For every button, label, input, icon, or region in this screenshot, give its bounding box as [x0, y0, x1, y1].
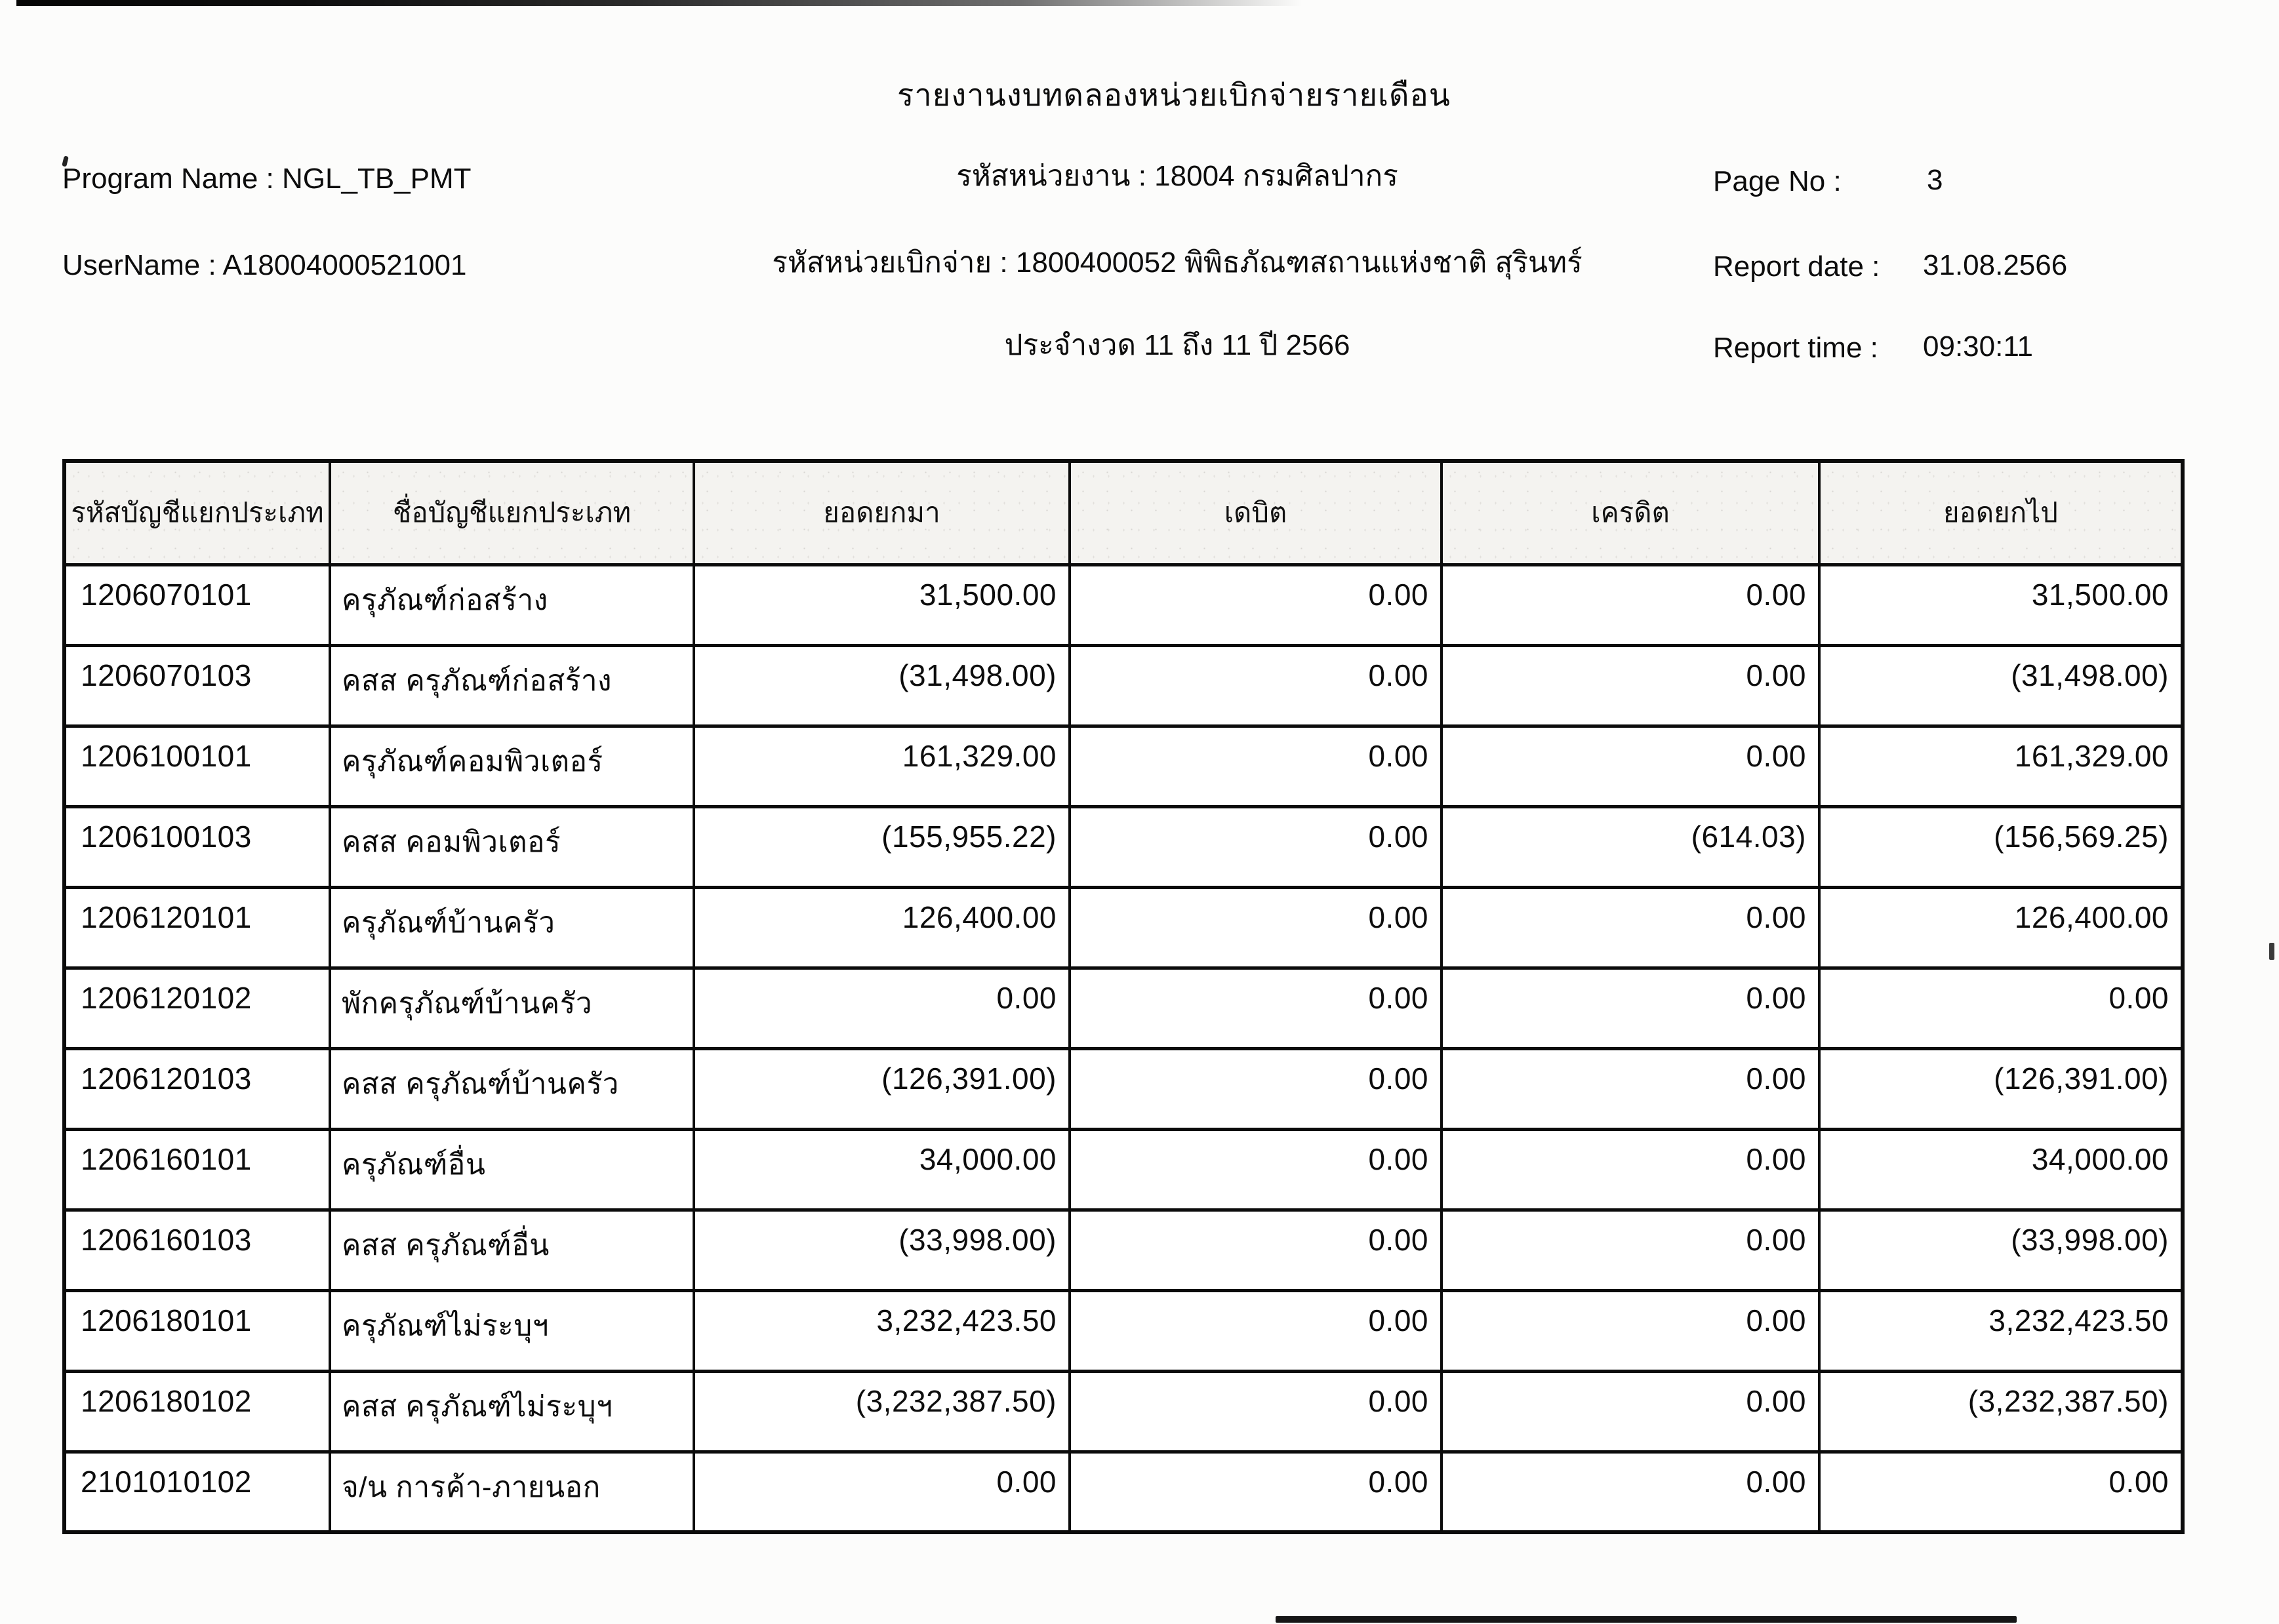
col-header-account-code: รหัสบัญชีแยกประเภท — [64, 461, 330, 564]
payment-unit-line: รหัสหน่วยเบิกจ่าย : 1800400052 พิพิธภัณฑสถานแห่งชาติ สุรินทร์ — [772, 247, 1583, 279]
credit-cell: 0.00 — [1442, 1048, 1819, 1129]
period-line: ประจำงวด 11 ถึง 11 ปี 2566 — [1004, 329, 1350, 361]
credit-cell: 0.00 — [1442, 564, 1819, 645]
program-name-value: NGL_TB_PMT — [282, 163, 472, 195]
table-row — [64, 1452, 2183, 1532]
beginning-balance-cell: 31,500.00 — [694, 564, 1070, 645]
table-row — [64, 887, 2183, 968]
report-title: รายงานงบทดลองหน่วยเบิกจ่ายรายเดือน — [897, 77, 1451, 112]
account-name-cell: ครุภัณฑ์คอมพิวเตอร์ — [330, 726, 694, 806]
program-name-label: Program Name : — [62, 163, 274, 195]
account-name-cell: คสส ครุภัณฑ์ก่อสร้าง — [330, 645, 694, 726]
col-header-account-name: ชื่อบัญชีแยกประเภท — [330, 461, 694, 564]
debit-cell: 0.00 — [1070, 645, 1442, 726]
account-code-cell: 1206160103 — [64, 1210, 330, 1290]
ending-balance-cell: 0.00 — [1819, 1452, 2183, 1532]
account-name-cell: ครุภัณฑ์อื่น — [330, 1129, 694, 1210]
report-date-value: 31.08.2566 — [1923, 249, 2068, 281]
ending-balance-cell: 0.00 — [1819, 968, 2183, 1048]
credit-cell: 0.00 — [1442, 1210, 1819, 1290]
account-code-cell: 1206100103 — [64, 806, 330, 887]
col-header-beginning-balance: ยอดยกมา — [694, 461, 1070, 564]
username-label: UserName : — [62, 249, 216, 281]
credit-cell: 0.00 — [1442, 1371, 1819, 1452]
beginning-balance-cell: 161,329.00 — [694, 726, 1070, 806]
ending-balance-cell: 161,329.00 — [1819, 726, 2183, 806]
username-line — [62, 249, 466, 283]
debit-cell: 0.00 — [1070, 1048, 1442, 1129]
beginning-balance-cell: (155,955.22) — [694, 806, 1070, 887]
beginning-balance-cell: 0.00 — [694, 1452, 1070, 1532]
debit-cell: 0.00 — [1070, 1290, 1442, 1371]
account-name-cell: คสส ครุภัณฑ์บ้านครัว — [330, 1048, 694, 1129]
ending-balance-cell: 3,232,423.50 — [1819, 1290, 2183, 1371]
account-name-cell: ครุภัณฑ์บ้านครัว — [330, 887, 694, 968]
beginning-balance-cell: (33,998.00) — [694, 1210, 1070, 1290]
account-code-cell: 1206160101 — [64, 1129, 330, 1210]
ending-balance-cell: (156,569.25) — [1819, 806, 2183, 887]
beginning-balance-cell: (126,391.00) — [694, 1048, 1070, 1129]
scan-artifact-top-bar — [16, 0, 1302, 6]
ending-balance-cell: (33,998.00) — [1819, 1210, 2183, 1290]
beginning-balance-cell: 0.00 — [694, 968, 1070, 1048]
program-name-line — [62, 163, 472, 196]
account-name-cell: ครุภัณฑ์ไม่ระบุฯ — [330, 1290, 694, 1371]
beginning-balance-cell: 34,000.00 — [694, 1129, 1070, 1210]
table-row — [64, 645, 2183, 726]
table-body — [64, 564, 2183, 1532]
col-header-credit: เครดิต — [1442, 461, 1819, 564]
table-row — [64, 1129, 2183, 1210]
credit-cell: 0.00 — [1442, 1290, 1819, 1371]
account-code-cell: 1206120101 — [64, 887, 330, 968]
credit-cell: 0.00 — [1442, 645, 1819, 726]
beginning-balance-cell: (3,232,387.50) — [694, 1371, 1070, 1452]
debit-cell: 0.00 — [1070, 1210, 1442, 1290]
credit-cell: 0.00 — [1442, 887, 1819, 968]
table-row — [64, 564, 2183, 645]
debit-cell: 0.00 — [1070, 1452, 1442, 1532]
account-name-cell: คสส คอมพิวเตอร์ — [330, 806, 694, 887]
table-row — [64, 1371, 2183, 1452]
credit-cell: 0.00 — [1442, 1129, 1819, 1210]
page-no-label: Page No : — [1713, 165, 1842, 197]
col-header-debit: เดบิต — [1070, 461, 1442, 564]
debit-cell: 0.00 — [1070, 726, 1442, 806]
account-code-cell: 1206100101 — [64, 726, 330, 806]
table-row — [64, 1290, 2183, 1371]
account-code-cell: 1206070101 — [64, 564, 330, 645]
ending-balance-cell: 126,400.00 — [1819, 887, 2183, 968]
beginning-balance-cell: (31,498.00) — [694, 645, 1070, 726]
account-code-cell: 1206120102 — [64, 968, 330, 1048]
credit-cell: 0.00 — [1442, 968, 1819, 1048]
report-time-value: 09:30:11 — [1923, 330, 2034, 363]
page-no-value: 3 — [1927, 164, 1943, 196]
ending-balance-cell: 34,000.00 — [1819, 1129, 2183, 1210]
table-row — [64, 968, 2183, 1048]
account-name-cell: ครุภัณฑ์ก่อสร้าง — [330, 564, 694, 645]
debit-cell: 0.00 — [1070, 1371, 1442, 1452]
report-time-label: Report time : — [1713, 332, 1878, 364]
account-code-cell: 1206180101 — [64, 1290, 330, 1371]
ending-balance-cell: (31,498.00) — [1819, 645, 2183, 726]
report-date-label: Report date : — [1713, 250, 1880, 283]
scan-speck — [2269, 943, 2274, 960]
debit-cell: 0.00 — [1070, 887, 1442, 968]
col-header-ending-balance: ยอดยกไป — [1819, 461, 2183, 564]
ending-balance-cell: (3,232,387.50) — [1819, 1371, 2183, 1452]
table-row — [64, 726, 2183, 806]
table-row — [64, 806, 2183, 887]
debit-cell: 0.00 — [1070, 806, 1442, 887]
debit-cell: 0.00 — [1070, 968, 1442, 1048]
debit-cell: 0.00 — [1070, 564, 1442, 645]
account-name-cell: คสส ครุภัณฑ์ไม่ระบุฯ — [330, 1371, 694, 1452]
account-code-cell: 2101010102 — [64, 1452, 330, 1532]
table-row — [64, 1048, 2183, 1129]
scan-artifact-bottom-bar — [1276, 1616, 2017, 1623]
account-name-cell: จ/น การค้า-ภายนอก — [330, 1452, 694, 1532]
account-code-cell: 1206180102 — [64, 1371, 330, 1452]
debit-cell: 0.00 — [1070, 1129, 1442, 1210]
credit-cell: 0.00 — [1442, 1452, 1819, 1532]
ending-balance-cell: 31,500.00 — [1819, 564, 2183, 645]
account-name-cell: พักครุภัณฑ์บ้านครัว — [330, 968, 694, 1048]
beginning-balance-cell: 126,400.00 — [694, 887, 1070, 968]
account-code-cell: 1206070103 — [64, 645, 330, 726]
trial-balance-table — [62, 459, 2185, 1534]
ending-balance-cell: (126,391.00) — [1819, 1048, 2183, 1129]
account-code-cell: 1206120103 — [64, 1048, 330, 1129]
account-name-cell: คสส ครุภัณฑ์อื่น — [330, 1210, 694, 1290]
table-header-row — [64, 461, 2183, 564]
agency-code-line: รหัสหน่วยงาน : 18004 กรมศิลปากร — [956, 160, 1398, 192]
username-value: A18004000521001 — [222, 249, 467, 281]
credit-cell: (614.03) — [1442, 806, 1819, 887]
credit-cell: 0.00 — [1442, 726, 1819, 806]
table-row — [64, 1210, 2183, 1290]
beginning-balance-cell: 3,232,423.50 — [694, 1290, 1070, 1371]
